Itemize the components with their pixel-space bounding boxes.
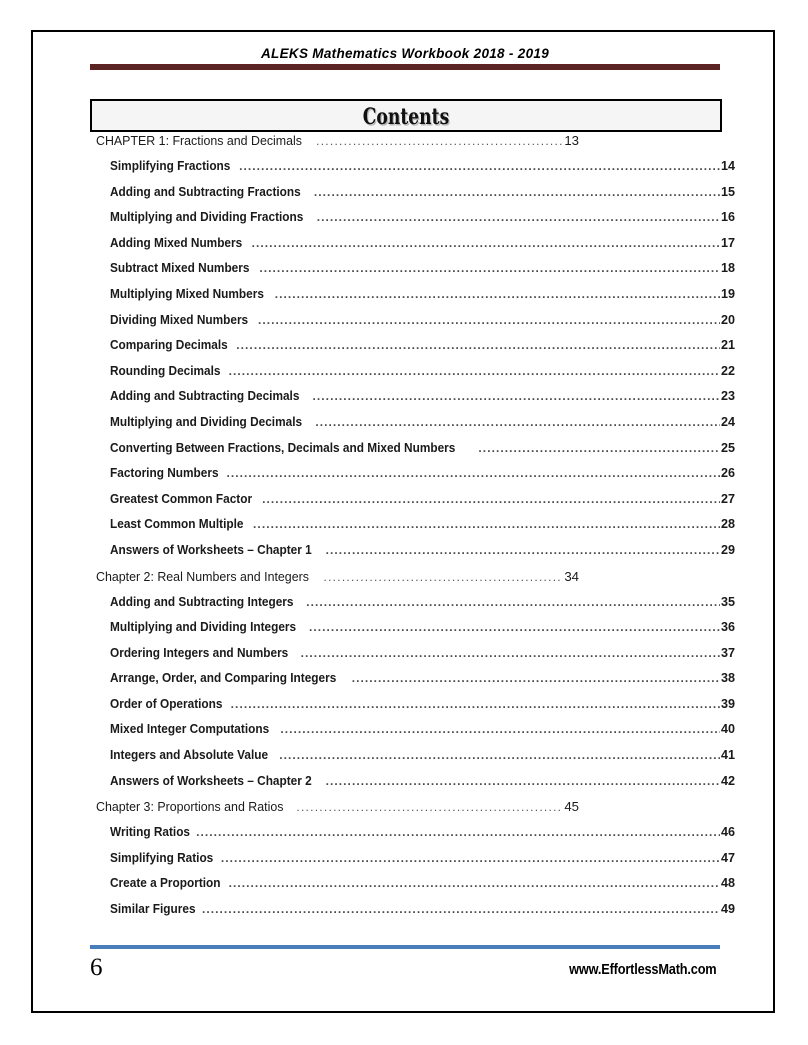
toc-entry-label: Multiplying and Dividing Decimals <box>110 414 303 429</box>
toc-entry-row[interactable] <box>90 492 735 518</box>
toc-entry-label: Simplifying Fractions <box>110 159 231 173</box>
toc-entry-label: Adding and Subtracting Integers <box>110 594 294 609</box>
toc-page-number: 14 <box>720 159 735 173</box>
toc-entry-row[interactable] <box>90 646 735 672</box>
toc-page-number: 25 <box>720 440 735 455</box>
toc-dot-leader <box>259 262 720 275</box>
toc-entry-row[interactable] <box>90 620 735 646</box>
toc-dot-leader <box>221 852 720 865</box>
page-frame <box>31 30 775 1013</box>
toc-entry-row[interactable] <box>90 748 735 774</box>
toc-entry-row[interactable] <box>90 389 735 415</box>
toc-entry-label: Simplifying Ratios <box>110 850 214 865</box>
toc-entry-row[interactable] <box>90 722 735 748</box>
toc-dot-leader <box>317 211 720 224</box>
toc-dot-leader <box>279 749 720 762</box>
toc-page-number: 35 <box>720 594 735 609</box>
toc-dot-leader <box>324 571 564 584</box>
toc-page-number: 29 <box>720 542 735 557</box>
toc-chapter-row[interactable] <box>90 133 579 159</box>
toc-entry-label: Adding and Subtracting Decimals <box>110 389 300 404</box>
toc-entry-label: Mixed Integer Computations <box>110 722 270 737</box>
toc-entry-row[interactable] <box>90 517 735 543</box>
toc-entry-label: Answers of Worksheets – Chapter 1 <box>110 542 312 557</box>
toc-entry-row[interactable] <box>90 441 735 467</box>
toc-page-number: 49 <box>720 902 735 917</box>
toc-page-number: 37 <box>720 645 735 660</box>
toc-entry-label: Multiplying Mixed Numbers <box>110 286 264 301</box>
toc-entry-label: Answers of Worksheets – Chapter 2 <box>110 773 312 788</box>
toc-chapter-row[interactable] <box>90 569 579 595</box>
toc-entry-row[interactable] <box>90 825 735 851</box>
toc-page-number: 42 <box>720 773 735 788</box>
toc-page-number: 21 <box>720 338 735 353</box>
toc-chapter-row[interactable] <box>90 799 579 825</box>
toc-dot-leader <box>252 237 720 250</box>
table-of-contents <box>90 133 740 928</box>
toc-dot-leader <box>229 877 720 890</box>
toc-entry-row[interactable] <box>90 595 735 621</box>
toc-dot-leader <box>306 596 720 609</box>
footer-rule <box>90 945 720 949</box>
toc-page-number: 15 <box>720 184 735 199</box>
toc-entry-row[interactable] <box>90 902 735 928</box>
toc-page-number: 48 <box>720 876 735 891</box>
toc-entry-row[interactable] <box>90 287 735 313</box>
toc-entry-row[interactable] <box>90 185 735 211</box>
toc-entry-label: Arrange, Order, and Comparing Integers <box>110 671 337 686</box>
toc-dot-leader <box>236 339 720 352</box>
toc-page-number: 13 <box>564 133 579 148</box>
toc-dot-leader <box>239 160 720 173</box>
contents-title-box <box>90 99 722 132</box>
toc-dot-leader <box>226 467 720 480</box>
toc-entry-label: Adding Mixed Numbers <box>110 235 243 250</box>
toc-dot-leader <box>309 621 720 634</box>
toc-page-number: 22 <box>720 363 735 378</box>
toc-entry-row[interactable] <box>90 236 735 262</box>
toc-dot-leader <box>326 544 720 557</box>
toc-entry-label: Chapter 2: Real Numbers and Integers <box>96 568 309 584</box>
toc-entry-label: Multiplying and Dividing Integers <box>110 620 297 635</box>
toc-page-number: 27 <box>720 491 735 506</box>
toc-page-number: 26 <box>720 466 735 481</box>
toc-page-number: 18 <box>720 261 735 276</box>
toc-entry-label: Chapter 3: Proportions and Ratios <box>96 799 284 815</box>
toc-entry-label: Rounding Decimals <box>110 363 221 378</box>
toc-page-number: 24 <box>720 414 735 429</box>
toc-page-number: 17 <box>720 235 735 250</box>
toc-entry-row[interactable] <box>90 415 735 441</box>
toc-entry-row[interactable] <box>90 697 735 723</box>
footer-website[interactable]: www.EffortlessMath.com <box>568 962 716 978</box>
toc-entry-label: Comparing Decimals <box>110 338 228 353</box>
toc-page-number: 36 <box>720 620 735 635</box>
toc-dot-leader <box>280 723 720 736</box>
toc-page-number: 46 <box>720 825 735 840</box>
toc-entry-row[interactable] <box>90 210 735 236</box>
toc-entry-label: Create a Proportion <box>110 876 221 891</box>
footer-page-number: 6 <box>90 954 103 981</box>
toc-dot-leader <box>229 365 720 378</box>
toc-entry-label: Order of Operations <box>110 696 223 711</box>
toc-page-number: 47 <box>720 850 735 865</box>
toc-page-number: 40 <box>720 722 735 737</box>
toc-entry-label: Greatest Common Factor <box>110 491 253 506</box>
toc-page-number: 16 <box>720 210 735 225</box>
toc-entry-label: Subtract Mixed Numbers <box>110 261 250 276</box>
toc-dot-leader <box>202 903 720 916</box>
toc-dot-leader <box>352 672 720 685</box>
toc-entry-label: Factoring Numbers <box>110 466 219 481</box>
toc-page-number: 39 <box>720 696 735 711</box>
toc-dot-leader <box>196 826 720 839</box>
page-title: Contents <box>362 103 450 130</box>
toc-entry-label: Ordering Integers and Numbers <box>110 645 289 660</box>
running-header-title: ALEKS Mathematics Workbook 2018 - 2019 <box>261 46 549 61</box>
toc-entry-row[interactable] <box>90 876 735 902</box>
toc-entry-label: Least Common Multiple <box>110 517 244 532</box>
toc-entry-label: Integers and Absolute Value <box>110 748 269 763</box>
toc-page-number: 41 <box>720 748 735 763</box>
toc-entry-row[interactable] <box>90 466 735 492</box>
toc-entry-row[interactable] <box>90 364 735 390</box>
toc-entry-label: CHAPTER 1: Fractions and Decimals <box>96 133 302 148</box>
toc-page-number: 45 <box>564 799 579 815</box>
toc-page-number: 23 <box>720 389 735 404</box>
toc-dot-leader <box>315 416 720 429</box>
toc-entry-row[interactable] <box>90 671 735 697</box>
toc-page-number: 20 <box>720 312 735 327</box>
toc-page-number: 28 <box>720 517 735 532</box>
toc-entry-label: Converting Between Fractions, Decimals and Mixed Numbers <box>110 440 456 455</box>
toc-dot-leader <box>326 775 720 788</box>
toc-dot-leader <box>296 801 563 814</box>
toc-entry-row[interactable] <box>90 313 735 339</box>
toc-dot-leader <box>262 493 720 506</box>
toc-entry-row[interactable] <box>90 851 735 877</box>
toc-dot-leader <box>313 390 720 403</box>
toc-entry-label: Adding and Subtracting Fractions <box>110 184 301 199</box>
toc-entry-label: Writing Ratios <box>110 825 191 840</box>
toc-entry-row[interactable] <box>90 261 735 287</box>
toc-dot-leader <box>253 518 720 531</box>
header-rule <box>90 64 720 70</box>
toc-page-number: 19 <box>720 286 735 301</box>
toc-entry-label: Dividing Mixed Numbers <box>110 312 249 327</box>
toc-page-number: 34 <box>564 568 579 584</box>
toc-entry-row[interactable] <box>90 159 735 185</box>
toc-entry-row[interactable] <box>90 338 735 364</box>
toc-dot-leader <box>316 135 563 148</box>
toc-entry-label: Similar Figures <box>110 902 196 917</box>
toc-entry-row[interactable] <box>90 543 735 569</box>
toc-dot-leader <box>275 288 720 301</box>
toc-dot-leader <box>314 186 720 199</box>
toc-dot-leader <box>478 442 720 455</box>
toc-dot-leader <box>258 314 720 327</box>
toc-entry-row[interactable] <box>90 774 735 800</box>
toc-dot-leader <box>231 698 720 711</box>
toc-dot-leader <box>301 647 720 660</box>
toc-entry-label: Multiplying and Dividing Fractions <box>110 210 304 225</box>
toc-page-number: 38 <box>720 671 735 686</box>
